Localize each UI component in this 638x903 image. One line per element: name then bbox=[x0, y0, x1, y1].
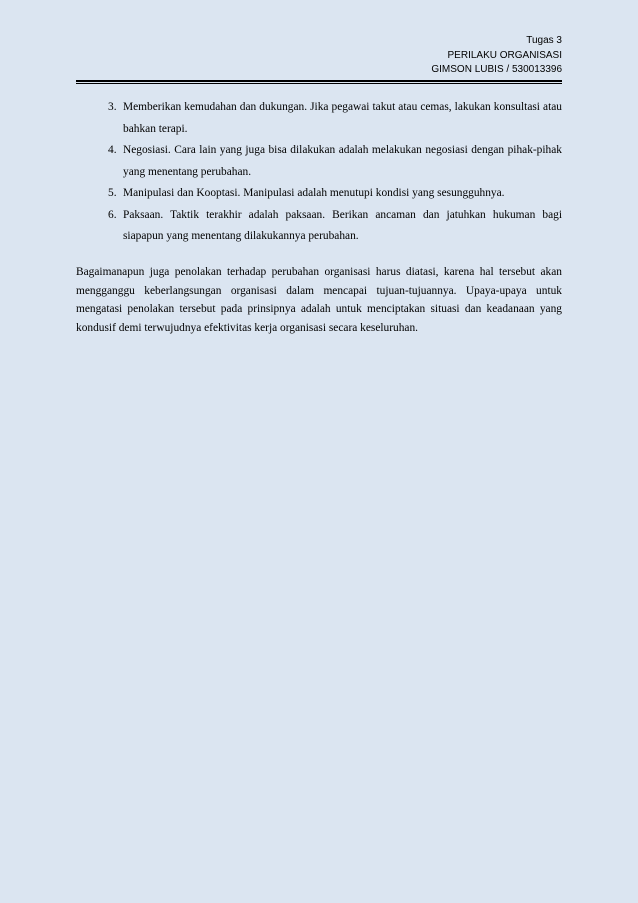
header-course: PERILAKU ORGANISASI bbox=[447, 49, 562, 61]
numbered-list bbox=[96, 97, 562, 248]
header-author: GIMSON LUBIS / 530013396 bbox=[431, 64, 562, 75]
list-item-text: Manipulasi dan Kooptasi. Manipulasi adalah menutupi kondisi yang sesungguhnya. bbox=[123, 187, 505, 199]
body-paragraph: Bagaimanapun juga penolakan terhadap perubahan organisasi harus diatasi, karena hal tersebut akan mengganggu keberlangsungan organisasi dalam mencapai tujuan-tujuannya. Upaya-upaya untuk mengatasi penolakan tersebut pada prinsipnya adalah untuk menciptakan situasi dan keadanaan yang kondusif demi terwujudnya efektivitas kerja organisasi secara keseluruhan. bbox=[76, 266, 562, 334]
list-item bbox=[96, 205, 562, 248]
header-divider-thick bbox=[76, 80, 562, 82]
list-item-number: 5 . bbox=[108, 183, 122, 205]
list-item-number: 3 . bbox=[108, 97, 122, 119]
list-item-text: Negosiasi. Cara lain yang juga bisa dilakukan adalah melakukan negosiasi dengan pihak-pihak yang menentang perubahan. bbox=[123, 144, 562, 178]
list-item bbox=[96, 183, 562, 205]
list-item-text: Memberikan kemudahan dan dukungan. Jika pegawai takut atau cemas, lakukan konsultasi atau bahkan terapi. bbox=[123, 101, 562, 135]
header-assignment: Tugas 3 bbox=[526, 35, 562, 46]
list-item-number: 4 . bbox=[108, 140, 122, 162]
page-header bbox=[262, 34, 562, 78]
list-item bbox=[96, 140, 562, 183]
list-item bbox=[96, 97, 562, 140]
list-item-number: 6 . bbox=[108, 205, 122, 227]
header-divider-thin bbox=[76, 83, 562, 84]
list-item-text: Paksaan. Taktik terakhir adalah paksaan. Berikan ancaman dan jatuhkan hukuman bagi siapapun yang menentang dilakukannya perubahan. bbox=[123, 208, 562, 242]
